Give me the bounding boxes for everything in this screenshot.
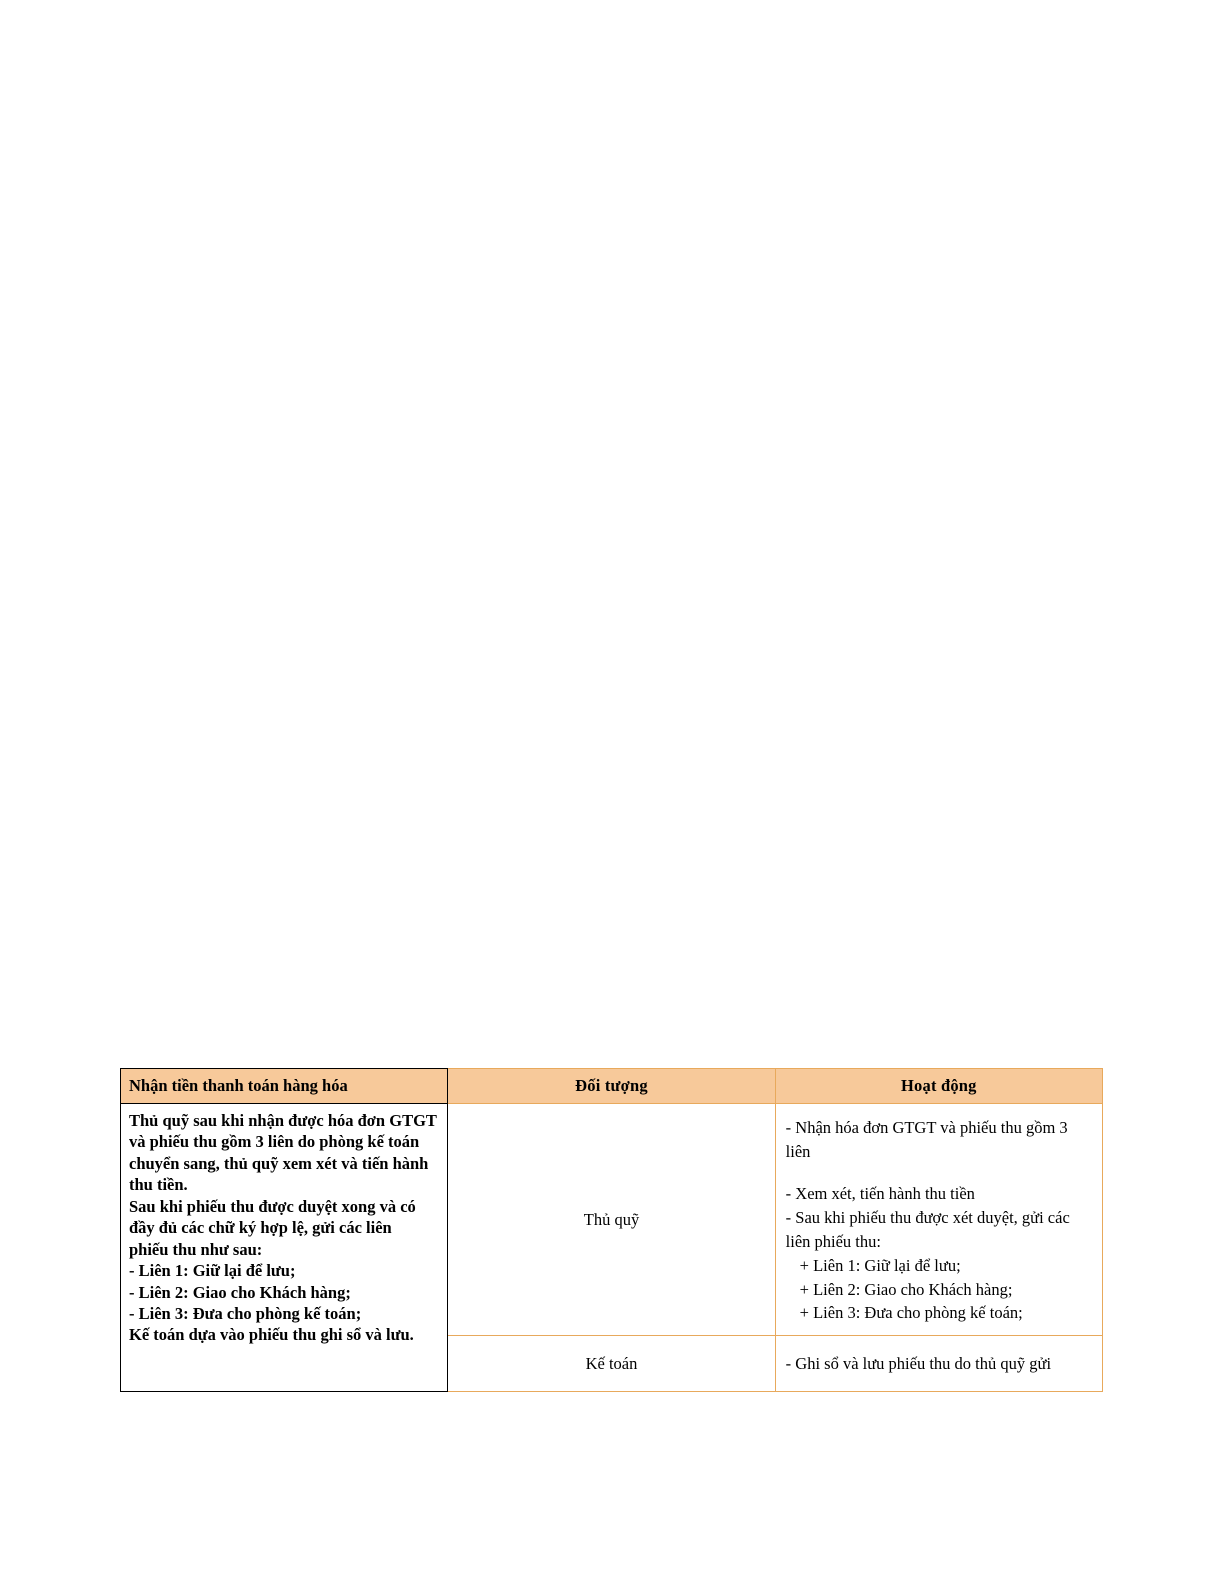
actor-cell: Kế toán <box>448 1336 775 1392</box>
table-title-cell: Nhận tiền thanh toán hàng hóa <box>121 1069 448 1104</box>
activity-line: + Liên 3: Đưa cho phòng kế toán; <box>799 1303 1023 1323</box>
description-line: - Liên 2: Giao cho Khách hàng; <box>129 1282 351 1302</box>
description-line: phiếu thu như sau: <box>129 1239 263 1259</box>
activity-line: - Xem xét, tiến hành thu tiền <box>785 1183 975 1203</box>
activity-line: + Liên 2: Giao cho Khách hàng; <box>799 1279 1013 1299</box>
description-line: - Liên 3: Đưa cho phòng kế toán; <box>129 1303 362 1323</box>
activity-cell <box>775 1104 1102 1336</box>
description-cell <box>121 1104 448 1392</box>
description-line: thu tiền. <box>129 1175 188 1195</box>
description-line: Sau khi phiếu thu được duyệt xong và có <box>129 1196 416 1216</box>
table-row <box>121 1104 1103 1336</box>
activity-cell: - Ghi sổ và lưu phiếu thu do thủ quỹ gửi <box>775 1336 1102 1392</box>
description-line: - Liên 1: Giữ lại để lưu; <box>129 1261 296 1281</box>
description-line: đầy đủ các chữ ký hợp lệ, gửi các liên <box>129 1218 392 1238</box>
actor-cell: Thủ quỹ <box>448 1104 775 1336</box>
activity-line: - Nhận hóa đơn GTGT và phiếu thu gồm 3 liên <box>785 1118 1068 1161</box>
activity-line: + Liên 1: Giữ lại để lưu; <box>799 1255 961 1275</box>
description-line: và phiếu thu gồm 3 liên do phòng kế toán <box>129 1132 420 1152</box>
column-header-activity: Hoạt động <box>775 1069 1102 1104</box>
process-table-wrapper <box>120 1068 1103 1392</box>
description-line: Kế toán dựa vào phiếu thu ghi sổ và lưu. <box>129 1325 414 1345</box>
description-line: chuyển sang, thủ quỹ xem xét và tiến hành <box>129 1153 429 1173</box>
description-line: Thủ quỹ sau khi nhận được hóa đơn GTGT <box>129 1111 437 1130</box>
activity-line: - Sau khi phiếu thu được xét duyệt, gửi các liên phiếu thu: <box>785 1207 1070 1251</box>
process-table <box>120 1068 1103 1392</box>
table-header-row <box>121 1069 1103 1104</box>
column-header-actor: Đối tượng <box>448 1069 775 1104</box>
